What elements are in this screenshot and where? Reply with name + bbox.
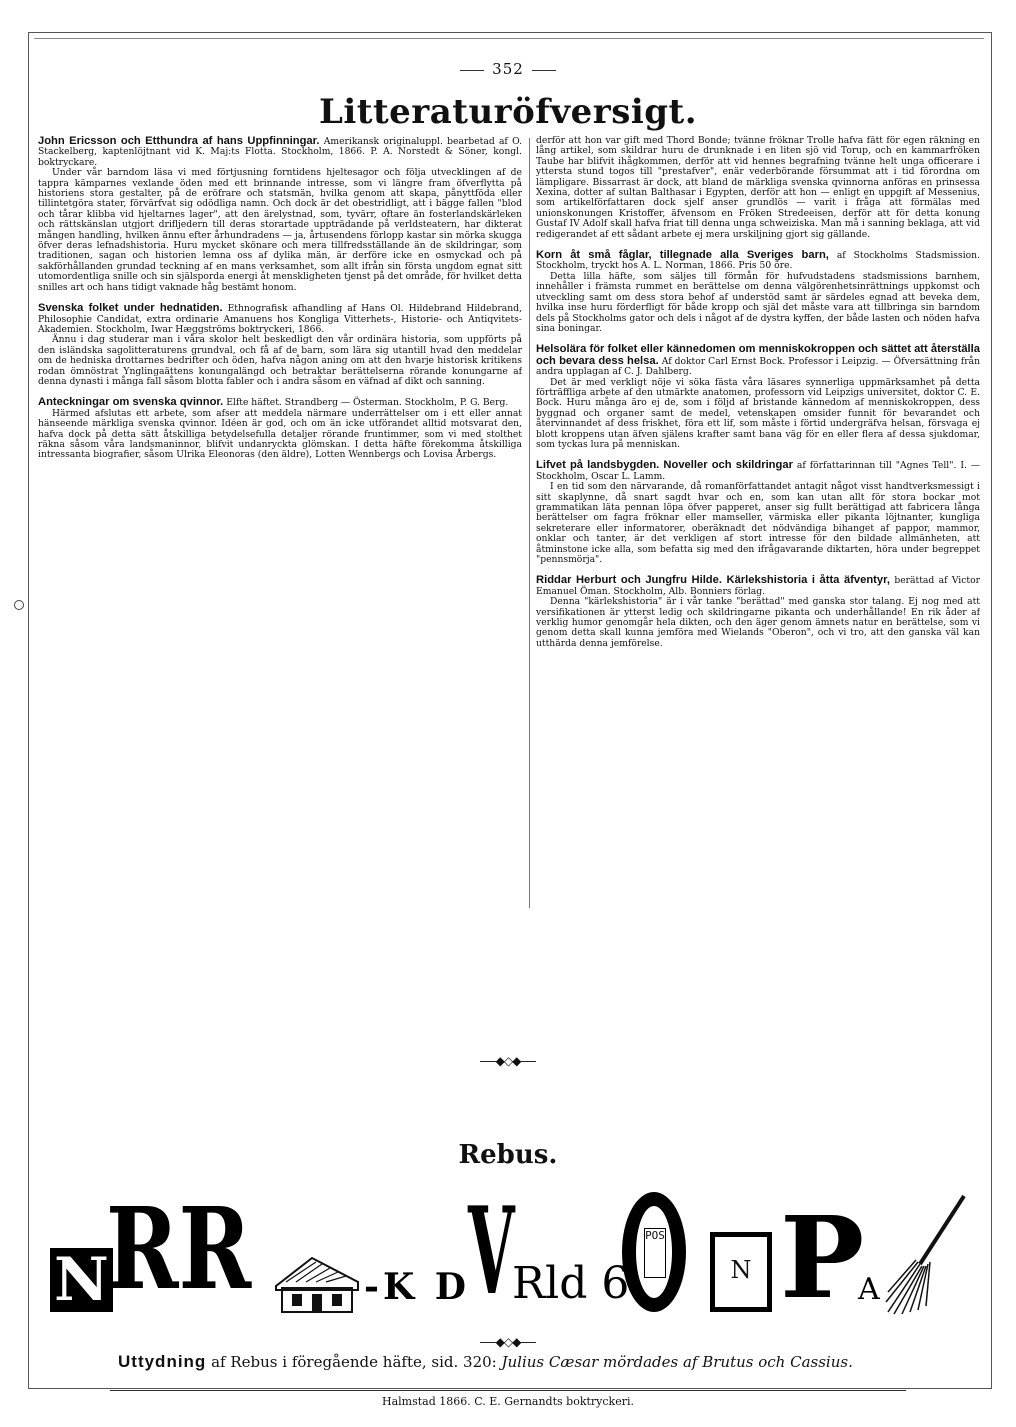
left-column bbox=[38, 136, 522, 1049]
right-column bbox=[536, 136, 980, 909]
rebus-letters-kd: -K D bbox=[364, 1266, 470, 1308]
rebus-letter-n-boxed: N bbox=[50, 1248, 113, 1312]
answer-solution: Julius Cæsar mördades af Brutus och Cassius. bbox=[501, 1353, 853, 1371]
article-title: John Ericsson och Etthundra af hans Uppfinningar. bbox=[38, 136, 320, 147]
ornament-divider-lower: ◆◇◆ bbox=[0, 1335, 1016, 1349]
article-hednatiden bbox=[38, 303, 522, 387]
article-title: Svenska folket under hednatiden. bbox=[38, 302, 223, 315]
rebus-letters-rr: RR bbox=[106, 1184, 252, 1315]
article-title: Helsolära för folket eller kännedomen om menniskokroppen och sättet att återställa och bevara dess helsa. bbox=[536, 343, 980, 367]
ornament-divider: ◆◇◆ bbox=[0, 1054, 1016, 1068]
rebus-image bbox=[50, 1181, 970, 1324]
page-number: 352 bbox=[0, 60, 1016, 78]
column-divider bbox=[529, 138, 530, 908]
article-qvinnor bbox=[38, 397, 522, 460]
rebus-letter-n-small: N bbox=[730, 1256, 752, 1284]
article-bib: Amerikansk originaluppl. bearbetad af O. Stackelberg, kaptenlöjtnant vid K. Maj:ts Flotta. Stockholm, 1866. P. A. Norstedt & Söner, kongl. boktryckare. bbox=[38, 136, 522, 168]
rebus-letter-p: P bbox=[780, 1193, 865, 1324]
house-icon bbox=[272, 1252, 362, 1314]
article-title: Korn åt små fåglar, tillegnade alla Sveriges barn, bbox=[536, 249, 829, 262]
article-bib: Af doktor Carl Ernst Bock. Professor i Leipzig. — Öfversättning från andra upplagan af C. J. Dahlberg. bbox=[536, 355, 980, 378]
article-body: derför att hon var gift med Thord Bonde; tvänne fröknar Trolle hafva fått för egen räkning en lång artikel, som skildrar huru de drunknade i en liten sjö vid Torup, och en kammarfröken Taube har blifvit ihågkommen, derför att vid hennes begrafning tvänne helt unga officerare i yttersta stund togos till "prestafver", enär vederbörande försummat att i tid förordna om lämpligare. Bissarrast är dock, att bland de märkliga svenska qvinnorna anföras en prinsessa Xexina, dotter af sultan Balthasar i Egypten, derför att hon — enligt en uppgift af Messenius, som artikelförfattaren dock sjelf anser grundlös — varit i fråga att förmälas med unionskonungen Kristoffer, äfvensom en Fröken Stredeeisen, derför att för detta konung Gustaf IV Adolf skall hafva friat till denna unga schweiziska. Man må i sanning beklaga, att vid redigerandet af ett sådant arbete ej mera urskiljning gjort sig gällande. bbox=[536, 136, 980, 240]
broom-icon bbox=[884, 1194, 970, 1316]
binding-hole-mark bbox=[14, 600, 24, 610]
article-bib: Elfte häftet. Strandberg — Österman. Stockholm, P. G. Berg. bbox=[226, 397, 509, 409]
article-body: Ännu i dag studerar man i våra skolor helt beskedligt den vår ordinära historia, som uppförts på den isländska sagolitteraturens grundval, och få af de barn, som lära sig utantill hvad den meddelar om de hedniska drottarnes bedrifter och öden, hafva någon aning om att den hvarje historisk kritikens rodan ömnöstrat Ynglingaättens konungalängd och betraktar berättelserna rörande konungarne af denna dynasti i många fall såsom blotta fabler och i andra såsom en väfnad af dikt och sanning. bbox=[38, 334, 522, 387]
article-body: Det är med verkligt nöje vi söka fästa våra läsares synnerliga uppmärksamhet på detta förträffliga arbete af den utmärkte anatomen, professorn vid Leipzigs universitet, doktor C. E. Bock. Huru många äro ej de, som i följd af bristande kännedom af menniskokroppen, dess byggnad och organer samt de medel, vetenskapen omsider funnit för bevarandet och återvinnandet af dess friskhet, föra ett lif, som måste i förtid undergräfva helsan, försvaga ej blott kroppens utan äfven själens krafter samt bana väg för en eller flera af dessa sjukdomar, som tyckas lura på menniskan. bbox=[536, 376, 980, 450]
top-rule bbox=[34, 38, 984, 39]
article-body: Härmed afslutas ett arbete, som afser att meddela närmare underrättelser om i ett eller annat hänseende märkliga svenska qvinnor. Idéen är god, och om än icke utförandet alltid motsvarat den, hafva dock på detta sätt åtskilliga betydelsefulla detaljer rörande fruntimmer, som vi med stolthet räkna såsom våra landsmaninnor, blifvit undanryckta glömskan. I detta häfte förekomma åtskilliga intressanta biografier, såsom Ulrika Eleonoras (den äldre), Lotten Wennbergs och Lovisa Årbergs. bbox=[38, 407, 522, 461]
article-body: I en tid som den närvarande, då romanförfattandet antagit något visst handtverksmessigt i sitt skaplynne, då snart sagdt hvar och en, som kan utan allt för stora bockar mot grammatikan läta pennan löpa öfver papperet, anser sig fullt berättigad att fabricera långa berättelser om fagra fröknar eller mamseller, värmiska eller pikanta löjtnanter, kungliga sekreterare eller informatorer, oberäknadt det nödvändiga bihanget af pappor, mammor, onklar och tanter, är det verkligen af stort intresse för den bildade allmänheten, att åtminstone icke alla, som befatta sig med den ifrågavarande diktarten, höra under begreppet "pennsmörja". bbox=[536, 481, 980, 566]
section-heading: Litteraturöfversigt. bbox=[318, 92, 698, 132]
article-ericsson bbox=[38, 136, 522, 293]
footer-rule bbox=[110, 1390, 906, 1391]
rebus-letter-a: A bbox=[858, 1272, 880, 1307]
rebus-text-rld6: Rld 6 bbox=[512, 1258, 630, 1309]
article-title: Anteckningar om svenska qvinnor. bbox=[38, 396, 224, 409]
article-bib: berättad af Victor Emanuel Öman. Stockholm, Alb. Bonniers förlag. bbox=[536, 575, 980, 597]
article-helsolara bbox=[536, 344, 980, 450]
article-lifvet bbox=[536, 460, 980, 565]
printer-imprint: Halmstad 1866. C. E. Gernandts boktryckeri. bbox=[381, 1395, 634, 1408]
rebus-answer bbox=[118, 1352, 853, 1372]
article-riddar bbox=[536, 575, 980, 649]
article-body: Denna "kärlekshistoria" är i vår tanke "berättad" med ganska stor talang. Ej nog med att versifikationen är ytterst ledig och skildringarne pikanta och underhållande! En rik åder af verklig humor genomgår hela dikten, och den äger genom ämnets natur en berättelse, som vi genom detta skall kunna jemföra med Wielands "Oberon", och vi tro, att den ganska väl kan utthärda denna jemförelse. bbox=[536, 596, 980, 649]
article-qvinnor-continued bbox=[536, 136, 980, 240]
answer-text: af Rebus i föregående häfte, sid. 320: bbox=[211, 1353, 497, 1371]
article-korn bbox=[536, 250, 980, 334]
rebus-pos-box: POS bbox=[644, 1228, 666, 1278]
rebus-oval-pos bbox=[622, 1192, 686, 1312]
article-bib: Ethnografisk afhandling af Hans Ol. Hildebrand Hildebrand, Philosophie Candidat, extra ordinarie Amanuens hos Kongliga Vitterhets-, Historie- och Antiqvitets-Akademien. Stockholm, Iwar Hæggströms boktryckeri, 1866. bbox=[38, 303, 522, 335]
rebus-title: Rebus. bbox=[458, 1140, 558, 1170]
article-bib: af författarinnan till "Agnes Tell". I. — Stockholm, Oscar L. Lamm. bbox=[536, 460, 980, 482]
rebus-square-n bbox=[710, 1232, 772, 1312]
answer-label: Uttydning bbox=[118, 1352, 207, 1371]
rebus-letter-v: V bbox=[468, 1181, 515, 1322]
article-body: Under vår barndom läsa vi med förtjusning forntidens hjeltesagor och följa utvecklingen af de tappra kämparnes vexlande öden med ett brinnande intresse, som vi längre fram öfverflytta på historiens stora gestalter, på de eröfrare och statsmän, hvilka genom att skapa, pånyttföda eller tillintetgöra stater, förvärfvat sig odödliga namn. Och dock är det obestridligt, att i bägge fallen "blod och tårar klibba vid hjeltarnes lager", att den ärelystnad, som, tyvärr, oftare än fosterlandskärleken och rättskänslan utgjort drifljedern till deras storartade uppträdande på verldsteatern, har dikterat mången handling, hvilken ännu efter århundradens — ja, årtusendens förlopp kastar sin mörka skugga öfver deras lefnadshistoria. Huru mycket skönare och mera tillfredsställande än de skildringar, som traditionen, sagan och historien lemna oss af dylika män, är derföre icke en osmyckad och på sakförhållanden grundad teckning af en mans verksamhet, som allt ifrån sin första ungdom egnat sitt utomordentliga snille och sin själsporda energi åt menskligheten tjenst på det område, för hvilket detta snilles art och hans tidigt vaknade håg bestämt honom. bbox=[38, 167, 522, 293]
article-title: Riddar Herburt och Jungfru Hilde. Kärlekshistoria i åtta äfventyr, bbox=[536, 574, 890, 587]
article-bib: af Stockholms Stadsmission. Stockholm, tryckt hos A. L. Norman, 1866. Pris 50 öre. bbox=[536, 250, 980, 272]
article-body: Detta lilla häfte, som säljes till förmån för hufvudstadens stadsmissions barnhem, innehåller i främsta rummet en berättelse om denna välgörenhetsinrättnings uppkomst och utveckling samt om dess stora behof af understöd samt är särdeles egnad att beveka dem, hvilka inse huru förderfligt för både kropp och själ det måste vara att tillbringa sin barndom dels på Stockholms gator och dels i något af de dystra kyffen, der både lasten och nöden hafva sina boningar. bbox=[536, 270, 980, 334]
article-title: Lifvet på landsbygden. Noveller och skildringar bbox=[536, 459, 793, 472]
